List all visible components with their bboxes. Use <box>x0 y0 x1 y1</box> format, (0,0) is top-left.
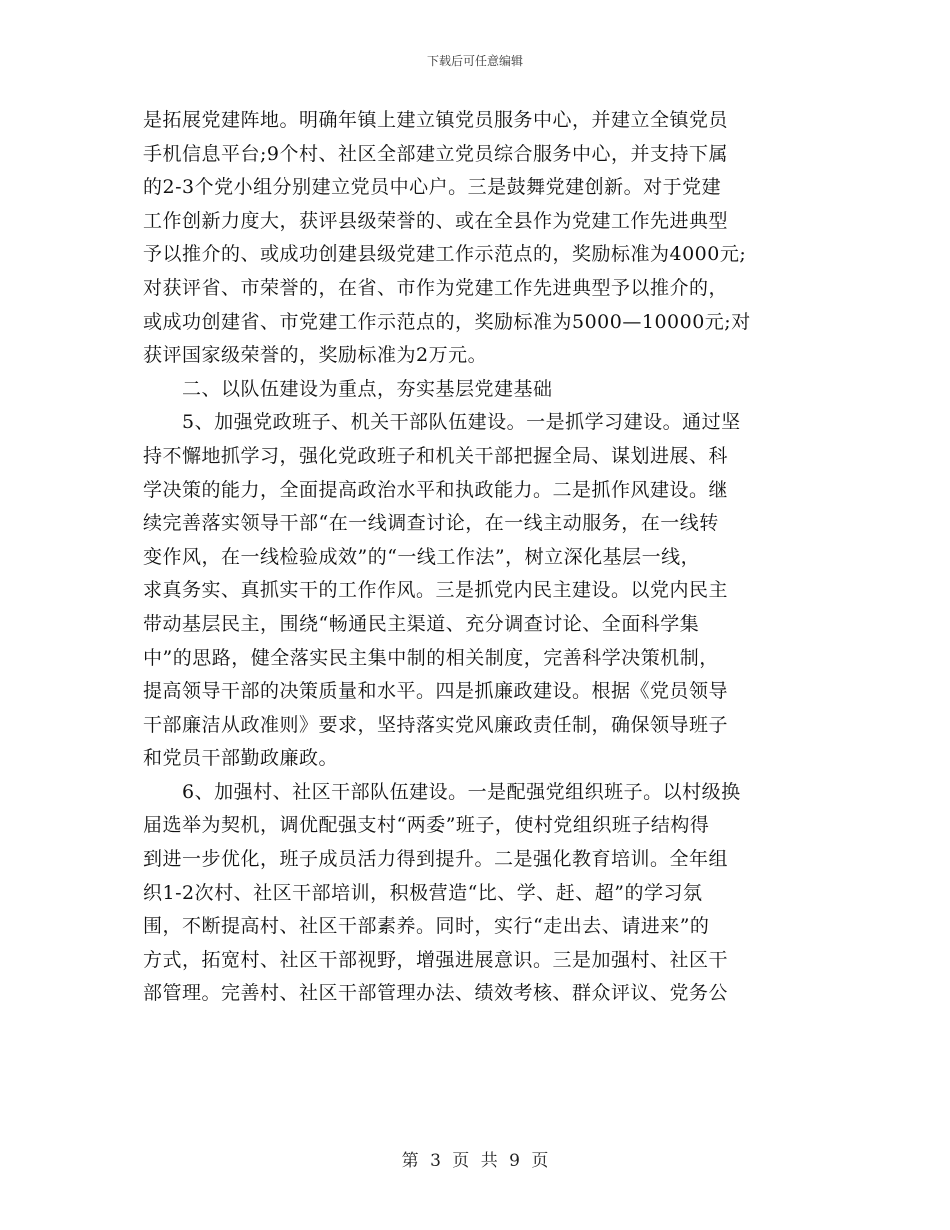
document-body <box>143 104 803 1011</box>
text-line: 学决策的能力，全面提高政治水平和执政能力。二是抓作风建设。继 <box>143 478 729 501</box>
text-line: 获评国家级荣誉的，奖励标准为2万元。 <box>143 344 488 367</box>
text-line: 工作创新力度大，获评县级荣誉的、或在全县作为党建工作先进典型 <box>143 209 729 232</box>
text-line: 或成功创建省、市党建工作示范点的，奖励标准为5000—10000元;对 <box>143 310 751 333</box>
page-header-note: 下载后可任意编辑 <box>426 54 523 68</box>
text-line: 对获评省、市荣誉的，在省、市作为党建工作先进典型予以推介的， <box>143 276 729 299</box>
page-number-footer: 第 3 页 共 9 页 <box>401 1151 549 1171</box>
text-line: 二、以队伍建设为重点，夯实基层党建基础 <box>143 377 553 400</box>
text-line: 届选举为契机，调优配强支村“两委”班子，使村党组织班子结构得 <box>143 814 710 837</box>
text-line: 5、加强党政班子、机关干部队伍建设。一是抓学习建设。通过坚 <box>143 411 741 434</box>
text-line: 织1-2次村、社区干部培训，积极营造“比、学、赶、超”的学习氛 <box>143 881 703 904</box>
text-line: 6、加强村、社区干部队伍建设。一是配强党组织班子。以村级换 <box>143 780 741 803</box>
text-line: 和党员干部勤政廉政。 <box>143 747 339 770</box>
text-line: 到进一步优化，班子成员活力得到提升。二是强化教育培训。全年组 <box>143 848 729 871</box>
text-line: 手机信息平台;9个村、社区全部建立党员综合服务中心，并支持下属 <box>143 142 728 165</box>
text-line: 提高领导干部的决策质量和水平。四是抓廉政建设。根据《党员领导 <box>143 680 729 703</box>
text-line: 方式，拓宽村、社区干部视野，增强进展意识。三是加强村、社区干 <box>143 948 729 971</box>
text-line: 续完善落实领导干部“在一线调查讨论，在一线主动服务，在一线转 <box>143 512 719 535</box>
text-line: 是拓展党建阵地。明确年镇上建立镇党员服务中心，并建立全镇党员 <box>143 109 729 131</box>
text-line: 干部廉洁从政准则》要求，坚持落实党风廉政责任制，确保领导班子 <box>143 713 729 736</box>
text-line: 部管理。完善村、社区干部管理办法、绩效考核、群众评议、党务公 <box>143 982 729 1005</box>
text-line: 求真务实、真抓实干的工作作风。三是抓党内民主建设。以党内民主 <box>143 579 729 602</box>
text-line: 中”的思路，健全落实民主集中制的相关制度，完善科学决策机制， <box>143 646 719 669</box>
text-line: 变作风，在一线检验成效”的“一线工作法”，树立深化基层一线， <box>143 545 701 568</box>
text-line: 持不懈地抓学习，强化党政班子和机关干部把握全局、谋划进展、科 <box>143 444 729 467</box>
text-line: 围，不断提高村、社区干部素养。同时，实行“走出去、请进来”的 <box>143 915 710 938</box>
text-line: 予以推介的、或成功创建县级党建工作示范点的，奖励标准为4000元; <box>143 243 747 266</box>
text-line: 带动基层民主，围绕“畅通民主渠道、充分调查讨论、全面科学集 <box>143 612 700 635</box>
text-line: 的2-3个党小组分别建立党员中心户。三是鼓舞党建创新。对于党建 <box>143 176 722 199</box>
